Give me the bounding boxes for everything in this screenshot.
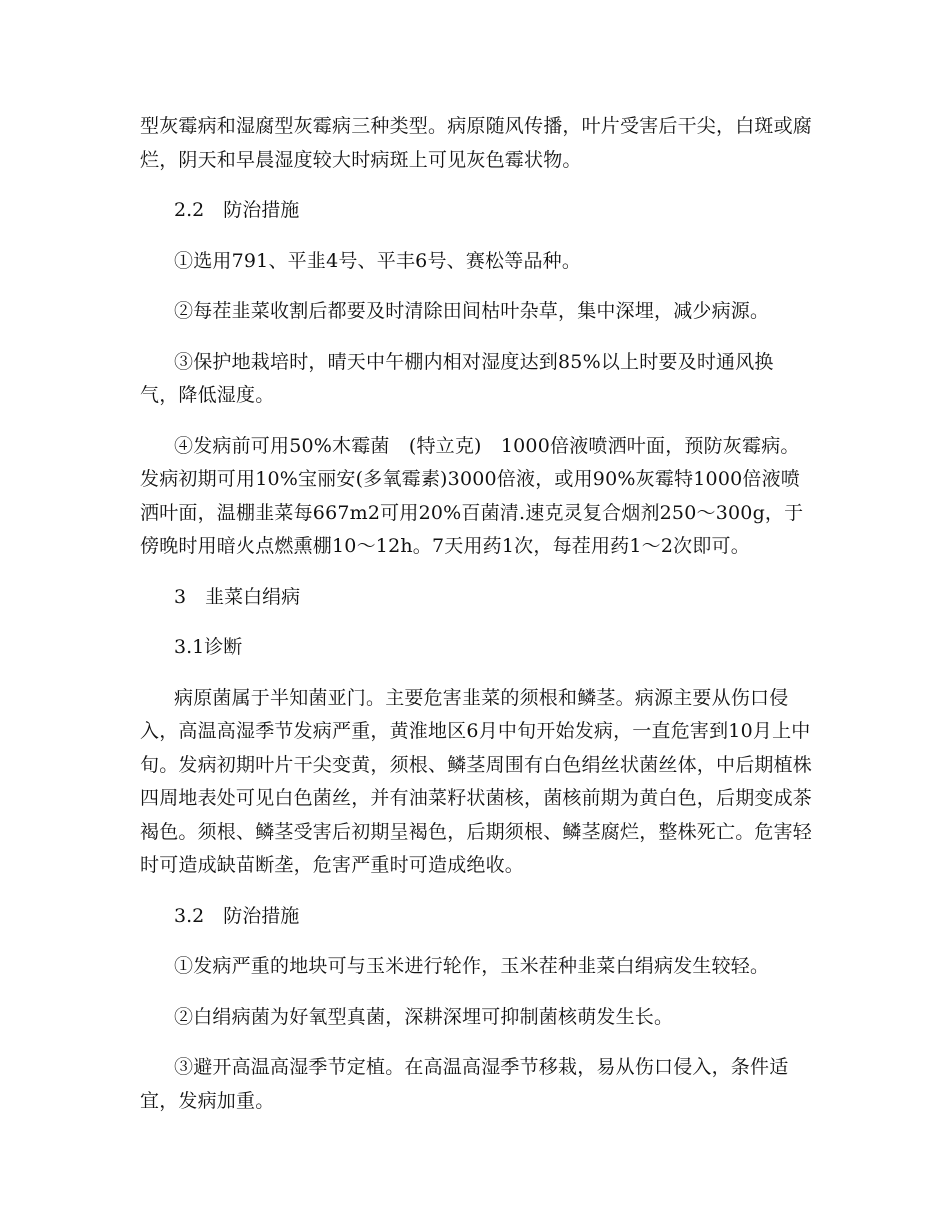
- heading-2-2: 2.2 防治措施: [174, 199, 300, 221]
- spacer: [140, 665, 812, 682]
- paragraph-measure-2: ②每茬韭菜收割后都要及时清除田间枯叶杂草，集中深埋，减少病源。: [174, 300, 770, 322]
- paragraph-diagnosis: 病原菌属于半知菌亚门。主要危害韭菜的须根和鳞茎。病源主要从伤口侵入，高温高湿季节发病严重，黄淮地区6月中旬开始发病，一直危害到10月上中旬。发病初期叶片干尖变黄，须根、鳞茎周围有白色绢丝状菌丝体，中后期植株四周地表处可见白色菌丝，并有油菜籽状菌核，菌核前期为黄白色，后期变成茶褐色。须根、鳞茎受害后初期呈褐色，后期须根、鳞茎腐烂，整株死亡。危害轻时可造成缺苗断垄，危害严重时可造成绝收。: [140, 686, 813, 876]
- paragraph-measure-3: ③保护地栽培时，晴天中午棚内相对湿度达到85%以上时要及时通风换气，降低湿度。: [140, 350, 774, 406]
- paragraph-gray-mold-types: 型灰霉病和湿腐型灰霉病三种类型。病原随风传播，叶片受害后干尖，白斑或腐烂，阴天和早晨湿度较大时病斑上可见灰色霉状物。: [140, 115, 813, 171]
- spacer: [140, 883, 812, 900]
- heading-3: 3 韭菜白绢病: [174, 585, 301, 608]
- paragraph-white-measure-1: ①发病严重的地块可与玉米进行轮作，玉米茬种韭菜白绢病发生较轻。: [174, 955, 770, 977]
- spacer: [140, 933, 812, 950]
- spacer: [140, 984, 812, 1001]
- spacer: [140, 564, 812, 581]
- paragraph-white-measure-2: ②白绢病菌为好氧型真菌，深耕深埋可抑制菌核萌发生长。: [174, 1005, 674, 1028]
- document-page: [140, 110, 812, 1118]
- paragraph-measure-1: ①选用791、平韭4号、平丰6号、赛松等品种。: [174, 249, 582, 272]
- spacer: [140, 329, 812, 346]
- spacer: [140, 614, 812, 631]
- spacer: [140, 228, 812, 245]
- heading-3-2: 3.2 防治措施: [174, 904, 300, 927]
- heading-3-1: 3.1诊断: [174, 636, 243, 658]
- paragraph-measure-4: ④发病前可用50%木霉菌 (特立克) 1000倍液喷洒叶面，预防灰霉病。发病初期可用10%宝丽安(多氧霉素)3000倍液，或用90%灰霉特1000倍液喷洒叶面，温棚韭菜每667m2可用20%百菌清.速克灵复合烟剂250～300g，于傍晚时用暗火点燃熏棚10～12h。7天用药1次，每茬用药1～2次即可。: [140, 434, 804, 557]
- spacer: [140, 413, 812, 430]
- paragraph-white-measure-3: ③避开高温高湿季节定植。在高温高湿季节移栽，易从伤口侵入，条件适宜，发病加重。: [140, 1056, 789, 1112]
- spacer: [140, 177, 812, 194]
- spacer: [140, 1034, 812, 1051]
- spacer: [140, 278, 812, 295]
